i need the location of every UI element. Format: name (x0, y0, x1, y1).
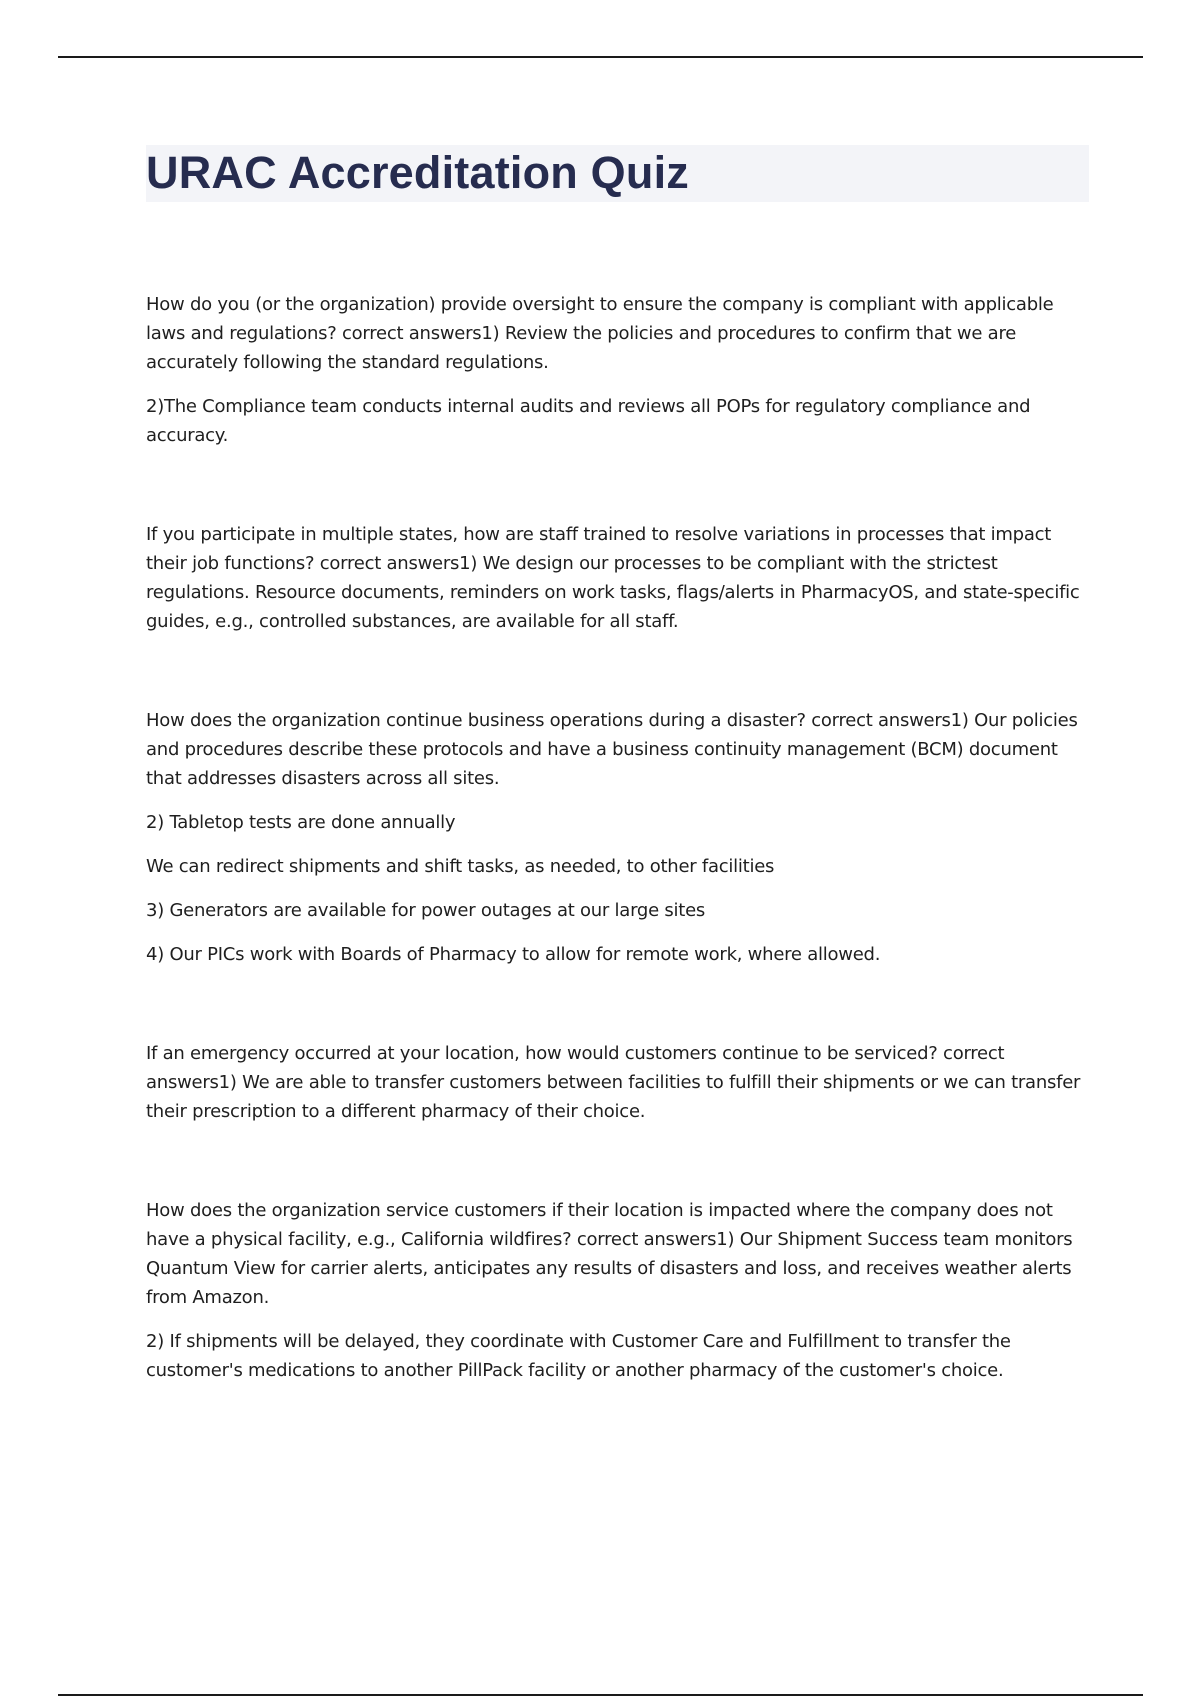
qa-paragraph: If an emergency occurred at your location, how would customers continue to be serviced? correct answers1) We are able to transfer customers between facilities to fulfill their shipments or we can transfer their prescription to a different pharmacy of their choice. (146, 1043, 1081, 1122)
qa-paragraph: How does the organization service customers if their location is impacted where the company does not have a physical facility, e.g., California wildfires? correct answers1) Our Shipment Success team monitors Quantum View for carrier alerts, anticipates any results of disasters and loss, and receives weather alerts from Amazon. (146, 1200, 1073, 1308)
footer-rule (58, 1694, 1143, 1696)
qa-item (146, 290, 1091, 450)
qa-item (146, 1039, 1091, 1126)
qa-item (146, 520, 1091, 636)
header-rule (58, 56, 1143, 58)
qa-paragraph: If you participate in multiple states, how are staff trained to resolve variations in processes that impact their job functions? correct answers1) We design our processes to be compliant with the strictest regulations. Resource documents, reminders on work tasks, flags/alerts in PharmacyOS, and state-specific guides, e.g., controlled substances, are available for all staff. (146, 524, 1080, 632)
document-body (146, 290, 1091, 1455)
qa-paragraph: 3) Generators are available for power outages at our large sites (146, 900, 706, 921)
qa-paragraph: 2)The Compliance team conducts internal audits and reviews all POPs for regulatory compliance and accuracy. (146, 396, 1031, 446)
qa-paragraph: 4) Our PICs work with Boards of Pharmacy to allow for remote work, where allowed. (146, 944, 881, 965)
qa-item (146, 706, 1091, 969)
qa-paragraph: How does the organization continue business operations during a disaster? correct answers1) Our policies and procedures describe these protocols and have a business continuity management (BCM) document that addresses disasters across all sites. (146, 710, 1078, 789)
qa-paragraph: 2) If shipments will be delayed, they coordinate with Customer Care and Fulfillment to transfer the customer's medications to another PillPack facility or another pharmacy of the customer's choice. (146, 1331, 1011, 1381)
qa-item (146, 1196, 1091, 1385)
qa-paragraph: How do you (or the organization) provide oversight to ensure the company is compliant with applicable laws and regulations? correct answers1) Review the policies and procedures to confirm that we are accurately following the standard regulations. (146, 294, 1054, 373)
page-title: URAC Accreditation Quiz (146, 147, 689, 198)
qa-paragraph: We can redirect shipments and shift tasks, as needed, to other facilities (146, 856, 775, 877)
qa-paragraph: 2) Tabletop tests are done annually (146, 812, 456, 833)
